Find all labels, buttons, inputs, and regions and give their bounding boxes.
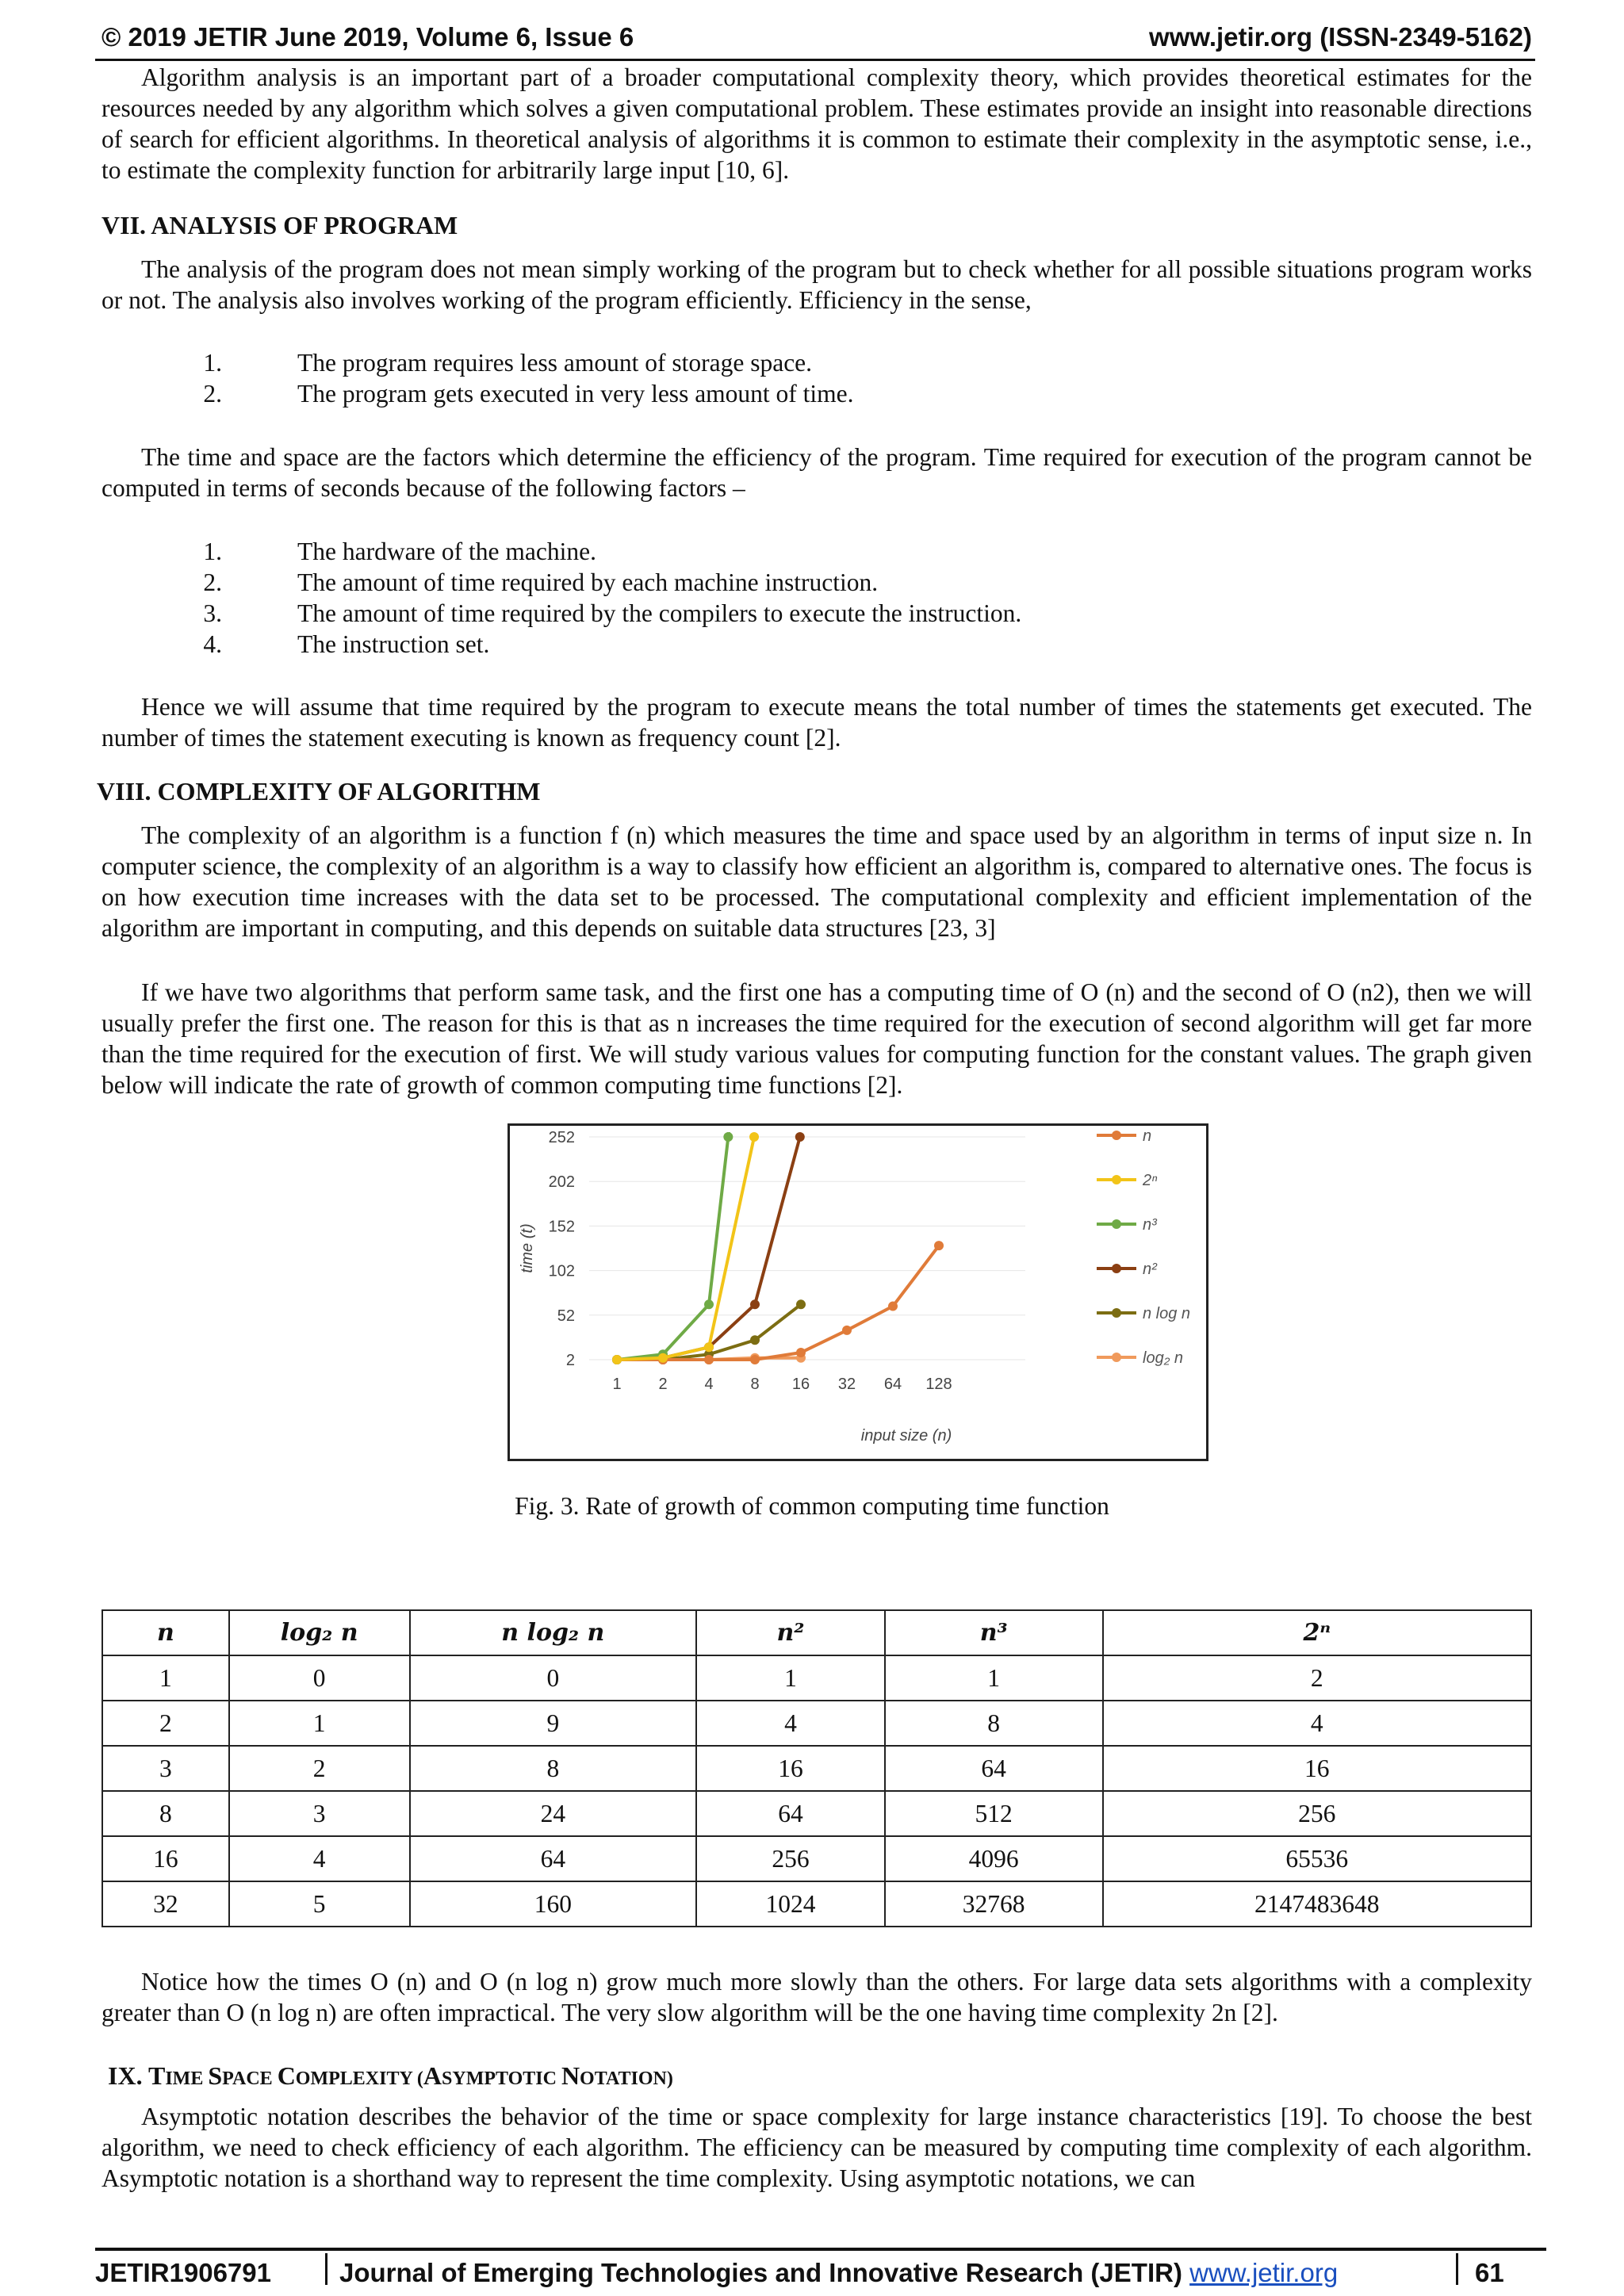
x-tick-label: 2 [658,1376,668,1393]
section-7-para3-wrap [102,691,1532,753]
footer-divider [95,2248,1546,2251]
data-point [888,1302,898,1311]
footer-paper-id: JETIR1906791 [95,2258,271,2287]
table-cell: 1 [229,1701,410,1746]
list-item: 3. The amount of time required by the compilers to execute the instruction. [203,599,1022,627]
legend-swatch-point [1112,1264,1121,1273]
table-row [102,1881,1531,1927]
section-7-para2-wrap [102,442,1532,503]
table-cell: 2147483648 [1103,1881,1531,1927]
y-tick-label: 2 [565,1352,575,1369]
table-cell: 9 [410,1701,697,1746]
data-point [749,1132,759,1142]
table-cell: 160 [410,1881,697,1927]
table-header-cell: 2ⁿ [1103,1610,1531,1655]
list-item: 2. The program gets executed in very less amount of time. [203,380,854,408]
notice-paragraph: Notice how the times O (n) and O (n log n) grow much more slowly than the others. For large data sets algorithms with a complexity greater than O (n log n) are often impractical. The very slow algorithm will be the one having time complexity 2n [2]. [102,1968,1532,2026]
table-cell: 8 [410,1746,697,1791]
data-point [795,1132,805,1142]
table-cell: 2 [229,1746,410,1791]
growth-chart-svg [510,1126,1206,1459]
y-axis-label: time (t) [519,1223,536,1273]
section-7-paragraph-2: The time and space are the factors which determine the efficiency of the program. Time required for execution of the program cannot be computed in terms of seconds because of the following factors – [102,443,1532,502]
y-tick-label: 252 [548,1129,575,1146]
table-cell: 8 [885,1701,1103,1746]
data-point [704,1355,714,1364]
page-header [102,22,1532,59]
table-cell: 8 [102,1791,229,1836]
data-point [842,1326,852,1335]
section-7-heading: VII. ANALYSIS OF PROGRAM [102,211,458,239]
section-7-paragraph-3: Hence we will assume that time required by the program to execute means the total number of times the statements get executed. The number of times the statement executing is known as frequency count [2]. [102,693,1532,752]
section-7-paragraph-1: The analysis of the program does not mean simply working of the program but to check whether for all possible situations program works or not. The analysis also involves working of the program efficiently. Efficiency in the sense, [102,255,1532,314]
table-cell: 64 [885,1746,1103,1791]
section-7-para1-wrap [102,254,1532,316]
table-cell: 1 [885,1655,1103,1701]
table-row [102,1701,1531,1746]
table-cell: 64 [696,1791,885,1836]
table-cell: 1 [696,1655,885,1701]
table-cell: 4096 [885,1836,1103,1881]
footer-separator [1456,2253,1458,2285]
list-item: 2. The amount of time required by each machine instruction. [203,568,879,596]
table-cell: 65536 [1103,1836,1531,1881]
table-cell: 2 [1103,1655,1531,1701]
x-tick-label: 64 [883,1376,902,1393]
section-8-paragraph-2: If we have two algorithms that perform same task, and the first one has a computing time of O (n) and the second of O (n2), then we will usually prefer the first one. The reason for this is that as n increases the time required for the execution of second algorithm will get far more than the time required for the execution of first. We will study various values for computing function for the constant values. The graph given below will indicate the rate of growth of common computing time functions [2]. [102,978,1532,1099]
table-header-cell: n² [696,1610,885,1655]
table-cell: 16 [1103,1746,1531,1791]
data-point [723,1132,733,1142]
table-cell: 1 [102,1655,229,1701]
footer-journal: Journal of Emerging Technologies and Innovative Research (JETIR) www.jetir.org [339,2258,1339,2287]
footer-page-number: 61 [1475,2258,1504,2287]
table-cell: 4 [229,1836,410,1881]
data-point [750,1299,760,1309]
legend-swatch-point [1112,1308,1121,1318]
header-citation: © 2019 JETIR June 2019, Volume 6, Issue 6 [102,22,634,52]
table-row [102,1655,1531,1701]
table-cell: 16 [102,1836,229,1881]
section-7-heading-wrap [102,211,1532,240]
intro-block [102,62,1532,186]
complexity-table [102,1609,1532,1927]
legend-swatch-point [1112,1175,1121,1184]
section-8-heading-wrap [97,777,1527,806]
table-cell: 0 [410,1655,697,1701]
section-9-heading: IX. TIME SPACE COMPLEXITY (ASYMPTOTIC NOTATION) [108,2061,673,2090]
legend-swatch-point [1112,1131,1121,1140]
notice-wrap [102,1966,1532,2028]
table-cell: 3 [229,1791,410,1836]
table-row [102,1791,1531,1836]
table-cell: 64 [410,1836,697,1881]
x-tick-label: 16 [791,1376,810,1393]
table-header-cell: n [102,1610,229,1655]
table-cell: 4 [1103,1701,1531,1746]
section-9-paragraph-1: Asymptotic notation describes the behavior of the time or space complexity for large instance characteristics [19]. To choose the best algorithm, we need to check efficiency of each algorithm. The efficiency can be measured by computing time complexity of each algorithm. Asymptotic notation is a shorthand way to represent the time complexity. Using asymptotic notations, we can [102,2103,1532,2192]
table-cell: 512 [885,1791,1103,1836]
footer-link[interactable]: www.jetir.org [1189,2258,1339,2287]
legend-label: n log n [1143,1305,1191,1322]
table-header-cell: n³ [885,1610,1103,1655]
x-tick-label: 32 [837,1376,856,1393]
y-tick-label: 102 [548,1262,575,1280]
figure-caption: Fig. 3. Rate of growth of common computing time function [515,1492,1109,1520]
y-tick-label: 202 [548,1173,575,1192]
list-item: 1. The hardware of the machine. [203,538,596,565]
data-point [750,1335,760,1345]
data-point [704,1299,714,1309]
x-tick-label: 4 [704,1376,714,1393]
x-tick-label: 128 [925,1376,952,1393]
table-cell: 2 [102,1701,229,1746]
legend-label: n² [1143,1261,1157,1278]
footer-separator [325,2253,327,2285]
table-row [102,1836,1531,1881]
legend-label: 2ⁿ [1143,1172,1158,1189]
section-8-heading: VIII. COMPLEXITY OF ALGORITHM [97,777,541,806]
data-point [612,1355,622,1364]
table-cell: 5 [229,1881,410,1927]
data-point [658,1353,668,1363]
table-cell: 32768 [885,1881,1103,1927]
x-tick-label: 8 [750,1376,760,1393]
section-8-paragraph-1: The complexity of an algorithm is a function f (n) which measures the time and space used by an algorithm in terms of input size n. In computer science, the complexity of an algorithm is a way to classify how efficient an algorithm is, compared to alternative ones. The focus is on how execution time increases with the data set to be processed. The computational complexity and efficient implementation of the algorithm are important in computing, and this depends on suitable data structures [23, 3] [102,821,1532,942]
data-point [934,1241,944,1250]
data-point [796,1348,806,1357]
header-divider [95,59,1535,61]
data-point [704,1342,714,1352]
header-website: www.jetir.org (ISSN-2349-5162) [1149,22,1532,52]
table-row [102,1746,1531,1791]
legend-swatch-point [1112,1219,1121,1229]
factors-list [198,536,1467,660]
legend-swatch-point [1112,1353,1121,1362]
table-header-cell: n log₂ n [410,1610,697,1655]
efficiency-list [198,347,1467,409]
section-8-para2-wrap [102,977,1532,1100]
x-axis-label: input size (n) [860,1427,952,1445]
table-cell: 3 [102,1746,229,1791]
table-cell: 256 [696,1836,885,1881]
table-cell: 16 [696,1746,885,1791]
list-item: 4. The instruction set. [203,630,490,658]
legend-label: n³ [1143,1216,1157,1234]
table-header-row [102,1610,1531,1655]
growth-chart [508,1123,1208,1461]
table-cell: 0 [229,1655,410,1701]
section-9-para-wrap [102,2101,1532,2194]
table-cell: 24 [410,1791,697,1836]
intro-paragraph: Algorithm analysis is an important part of a broader computational complexity theory, which provides theoretical estimates for the resources needed by any algorithm which solves a given computational problem. These estimates provide an insight into reasonable directions of search for efficient algorithms. In theoretical analysis of algorithms it is common to estimate their complexity in the asymptotic sense, i.e., to estimate the complexity function for arbitrarily large input [10, 6]. [102,63,1532,184]
y-tick-label: 52 [557,1307,575,1325]
table-cell: 256 [1103,1791,1531,1836]
table-header-cell: log₂ n [229,1610,410,1655]
x-tick-label: 1 [612,1376,622,1393]
list-item: 1. The program requires less amount of storage space. [203,349,813,377]
y-tick-label: 152 [548,1218,575,1236]
table-cell: 32 [102,1881,229,1927]
section-9-heading-wrap [108,2061,1538,2091]
table-cell: 1024 [696,1881,885,1927]
data-point [796,1299,806,1309]
table-cell: 4 [696,1701,885,1746]
data-point [750,1355,760,1364]
complexity-table-wrap [102,1609,1532,1927]
section-8-para1-wrap [102,820,1532,943]
legend-label: n [1143,1127,1152,1145]
page-footer [95,2252,1546,2291]
legend-label: log₂ n [1143,1349,1183,1367]
